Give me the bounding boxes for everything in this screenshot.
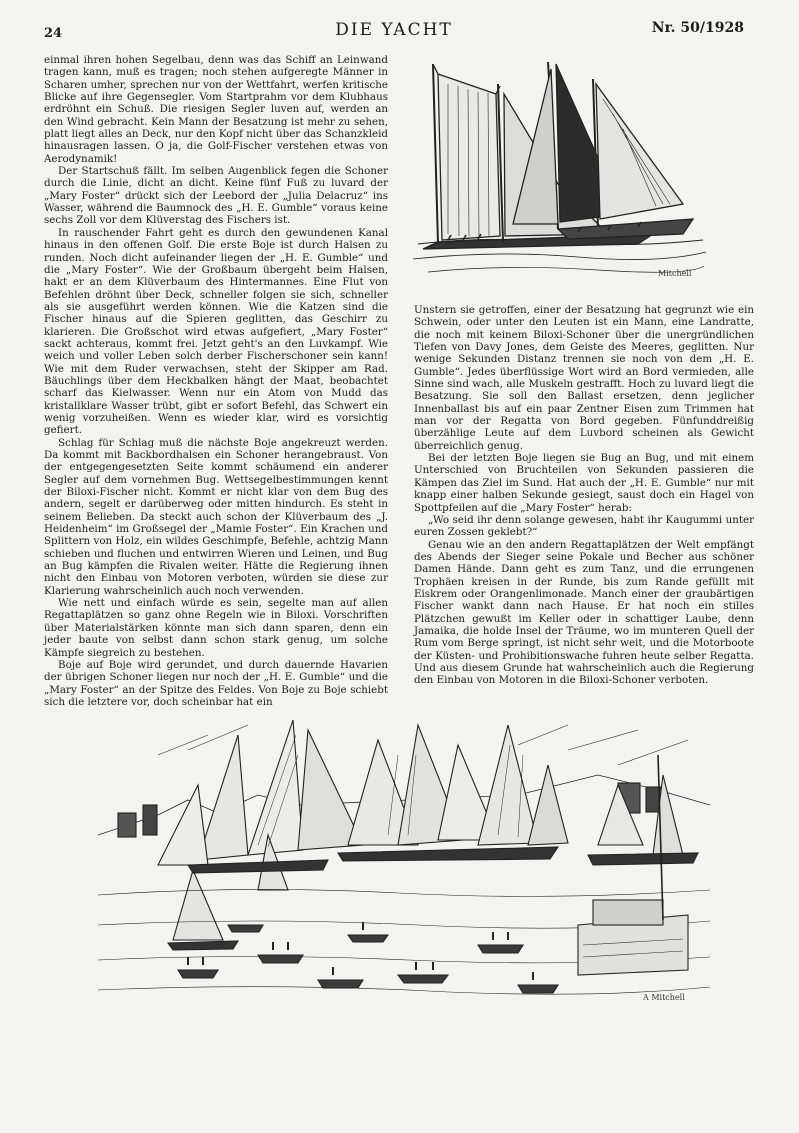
paragraph: Bei der letzten Boje liegen sie Bug an Bug, und mit einem Unterschied von Bruchteilen von Sekunden passieren die Kämpen das Ziel im Sund. Hat auch der „H. E. Gumble“ nur mit knapp einer halben Sekunde gesiegt, saust doch ein Hagel von Spottpfeilen auf die „Mary Foster“ herab: [414, 452, 754, 514]
page-number: 24 [44, 26, 63, 41]
paragraph: Genau wie an den andern Regattaplätzen der Welt empfängt des Abends der Sieger seine Pokale und Becher aus schöner Damen Hände. Dann geht es zum Tanz, und die errungenen Trophäen kreisen in der Runde, bis zum Rande gefüllt mit Eiskrem oder Orangenlimonade. Manch einer der graubärtigen Fischer wankt dann nach Hause. Er hat noch ein stilles Plätzchen gewußt im Keller oder in schattiger Laube, denn Jamaika, die holde Insel der Träume, wo im munteren Quell der Rum vom Berge springt, ist nicht sehr weit, und die Motorboote der Küsten- und Prohibitionswache fuhren heute selber Regatta. Und aus diesem Grunde hat wahrscheinlich auch die Regierung den Einbau von Motoren in die Biloxi-Schoner verboten. [414, 538, 754, 687]
paragraph: In rauschender Fahrt geht es durch den gewundenen Kanal hinaus in den offenen Golf. Die erste Boje ist durch Halsen zu runden. Noch dicht aufeinander liegen der „H. E. Gumble“ und die „Mary Foster“. Wie der Großbaum übergeht beim Halsen, hakt er an dem Klüverbaum des Hintermannes. Eine Flut von Befehlen dröhnt über Deck, schneller folgen sie sich, schneller als sie ausgeführt werden können. Wie die Katzen sind die Fischer hinaus auf die Spieren geglitten, das Geschirr zu klarieren. Die Großschot wird etwas aufgefiert, „Mary Foster“ sackt achteraus, kommt frei. Jetzt geht's an den Luvkampf. Wie weich und voller Leben solch derber Fischerschoner sein kann! Wie mit dem Ruder verwachsen, steht der Skipper am Rad. Bäuchlings über dem Heckbalken hängt der Maat, beobachtet scharf das Kielwasser. Wenn nur ein Atom von Mudd das kristallklare Wasser trübt, gibt er sofort Befehl, das Schwert ein wenig vorzuheißen. Wenn es wieder klar, wird es vorsichtig gefiert. [44, 226, 388, 437]
schooner-illustration [408, 54, 708, 284]
paragraph: Schlag für Schlag muß die nächste Boje angekreuzt werden. Da kommt mit Backbordhalsen ein Schoner herangebraust. Von der entgegengesetzten Seite kommt schäumend ein anderer Segler auf dem vornehmen Bug. Wettsegelbestimmungen kennt der Biloxi-Fischer nicht. Kommt er nicht klar von dem Bug des andern, segelt er darüberweg oder mitten hindurch. Es steht in seinem Belieben. Da steckt auch schon der Klüverbaum des „J. Heidenheim“ im Großsegel der „Mamie Foster“. Ein Krachen und Splittern von Holz, ein wildes Geschimpfe, Befehle, achtzig Mann schieben und fluchen und entwirren Wieren und Leinen, und Bug an Bug kämpfen die Rivalen weiter. Hätte die Regierung ihnen nicht den Einbau von Motoren verboten, würden sie diese zur Klarierung wahrscheinlich auch noch verwenden. [44, 436, 388, 597]
paragraph: „Wo seid ihr denn solange gewesen, habt ihr Kaugummi unter euren Zossen geklebt?“ [414, 513, 754, 539]
artist-signature: A Mitchell [643, 993, 685, 1002]
paragraph: Wie nett und einfach würde es sein, segelte man auf allen Regattaplätzen so ganz ohne Regeln wie in Biloxi. Vorschriften über Materialstärken könnte man sich dann sparen, denn ein jeder baute von selbst dann schon stark genug, um solche Kämpfe siegreich zu bestehen. [44, 597, 388, 659]
magazine-title: DIE YACHT [335, 20, 453, 40]
issue-number: Nr. 50/1928 [651, 20, 744, 36]
paragraph: Unstern sie getroffen, einer der Besatzung hat gegrunzt wie ein Schwein, oder unter den Leuten ist ein Mann, eine Landratte, die noch mit keinem Biloxi-Schoner über die unergründlichen Tiefen von Davy Jones, dem Geiste des Meeres, geglitten. Nur wenige Sekunden Distanz trennen sie noch von dem „H. E. Gumble“. Jedes überflüssige Wort wird an Bord vermieden, alle Sinne sind wach, alle Muskeln gestrafft. Hoch zu luvard liegt die Besatzung. Sie soll den Ballast ersetzen, denn jeglicher Innenballast bis auf ein paar Zentner Eisen zum Trimmen hat man vor der Regatta von Bord gegeben. Fünfunddreißig überzählige Leute auf dem Luvbord scheinen als Gewicht überreichlich genug. [414, 304, 754, 452]
artist-signature: Mitchell [658, 269, 692, 278]
paragraph: Boje auf Boje wird gerundet, und durch dauernde Havarien der übrigen Schoner liegen nur noch der „H. E. Gumble“ und die „Mary Foster“ an der Spitze des Feldes. Von Boje zu Boje schiebt sich die letztere vor, doch scheinbar hat ein [44, 658, 388, 708]
paragraph: einmal ihren hohen Segelbau, denn was das Schiff an Leinwand tragen kann, muß es tragen; noch stehen aufgeregte Männer in Scharen umher, sprechen nur von der Wettfahrt, werfen kritische Blicke auf ihre Gegensegler. Vom Startprahm vor dem Klubhaus erdröhnt ein Schuß. Die riesigen Segler luven auf, werden an den Wind gebracht. Kein Mann der Besatzung ist mehr zu sehen, platt liegt alles an Deck, nur den Kopf nicht über das Schanzkleid hinausragen lassen. O ja, die Golf-Fischer verstehen etwas von Aerodynamik! [44, 54, 388, 165]
article-column-left [44, 54, 388, 708]
page-header [44, 20, 744, 44]
article-column-right [414, 304, 754, 687]
harbor-regatta-illustration [98, 695, 710, 1010]
paragraph: Der Startschuß fällt. Im selben Augenblick fegen die Schoner durch die Linie, dicht an dicht. Keine fünf Fuß zu luvard der „Mary Foster“ drückt sich der Leebord der „Julia Delacruz“ ins Wasser, während die Baumnock des „H. E. Gumble“ voraus keine sechs Zoll vor dem Klüverstag des Fischers ist. [44, 165, 388, 227]
